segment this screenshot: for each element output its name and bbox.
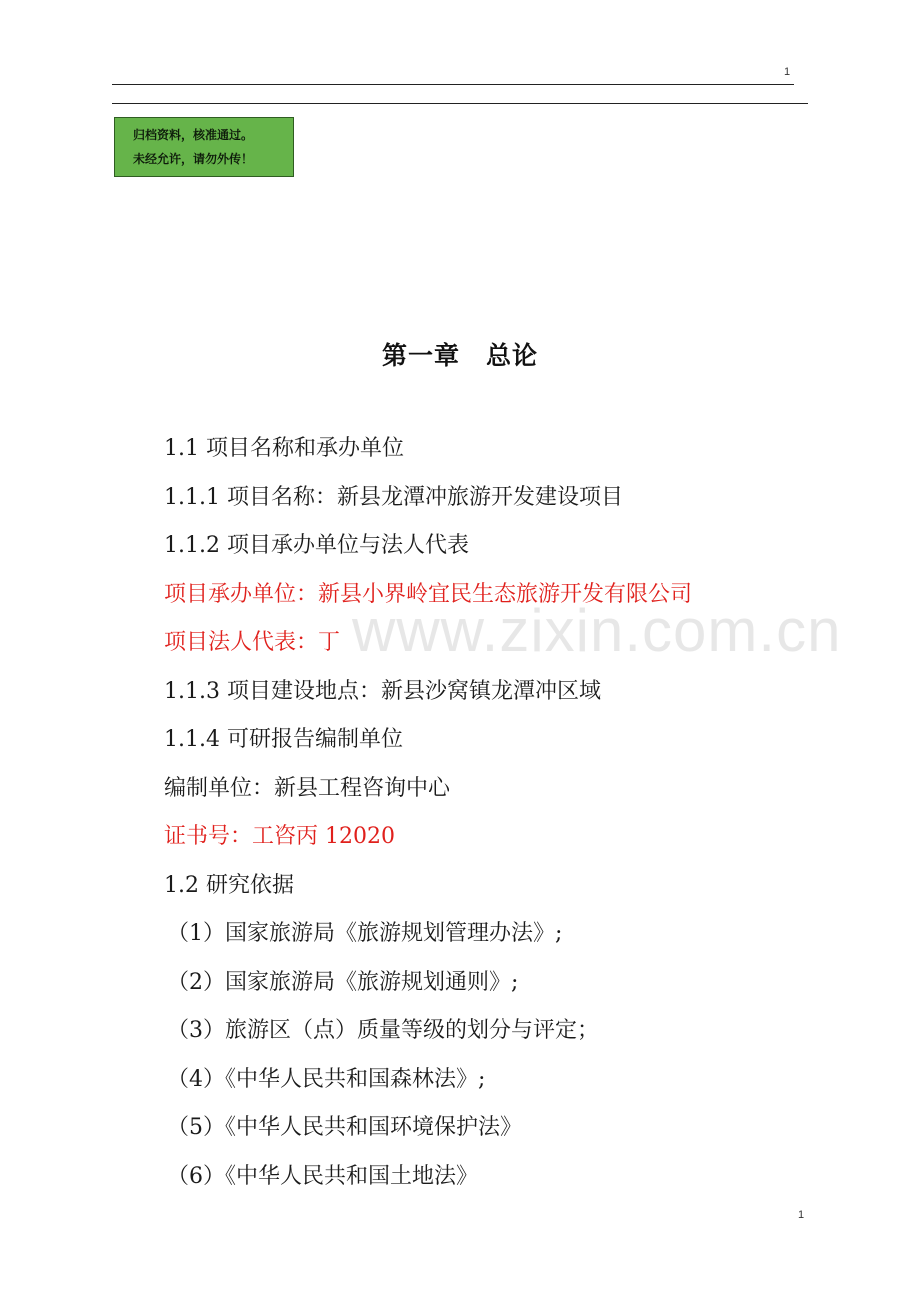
chapter-title: 第一章 总论 (381, 341, 538, 370)
basis-item-1: （1）国家旅游局《旅游规划管理办法》; (167, 921, 563, 946)
certificate-number: 证书号：工咨丙 12020 (164, 824, 395, 849)
section-heading-1-1-2: 1.1.2 项目承办单位与法人代表 (164, 533, 469, 558)
project-name: 1.1.1 项目名称：新县龙潭冲旅游开发建设项目 (164, 484, 623, 510)
archive-stamp (114, 117, 294, 177)
construction-site: 1.1.3 项目建设地点：新县沙窝镇龙潭冲区域 (164, 678, 601, 704)
body-text (164, 429, 824, 1205)
header-page-number: 1 (784, 66, 791, 78)
compiling-unit: 编制单位：新县工程咨询中心 (164, 775, 451, 801)
stamp-line-2: 未经允许，请勿外传！ (133, 152, 254, 166)
project-undertaker: 项目承办单位：新县小界岭宜民生态旅游开发有限公司 (164, 581, 693, 607)
watermark: www.zixin.com.cn (352, 597, 842, 664)
footer-page-number: 1 (798, 1209, 805, 1221)
basis-item-6: （6）《中华人民共和国土地法》 (167, 1163, 478, 1189)
section-heading-1-1-4: 1.1.4 可研报告编制单位 (164, 727, 403, 752)
header-rule-lower (112, 103, 808, 104)
basis-item-4: （4）《中华人民共和国森林法》; (167, 1066, 486, 1092)
stamp-line-1: 归档资料，核准通过。 (133, 128, 254, 142)
section-heading-1-1: 1.1 项目名称和承办单位 (164, 436, 404, 461)
legal-representative: 项目法人代表：丁 (164, 630, 341, 655)
header-rule (112, 84, 794, 85)
basis-item-5: （5）《中华人民共和国环境保护法》 (167, 1115, 522, 1140)
section-heading-1-2: 1.2 研究依据 (164, 872, 294, 898)
basis-item-2: （2）国家旅游局《旅游规划通则》; (167, 969, 519, 995)
basis-item-3: （3）旅游区（点）质量等级的划分与评定； (167, 1018, 599, 1043)
